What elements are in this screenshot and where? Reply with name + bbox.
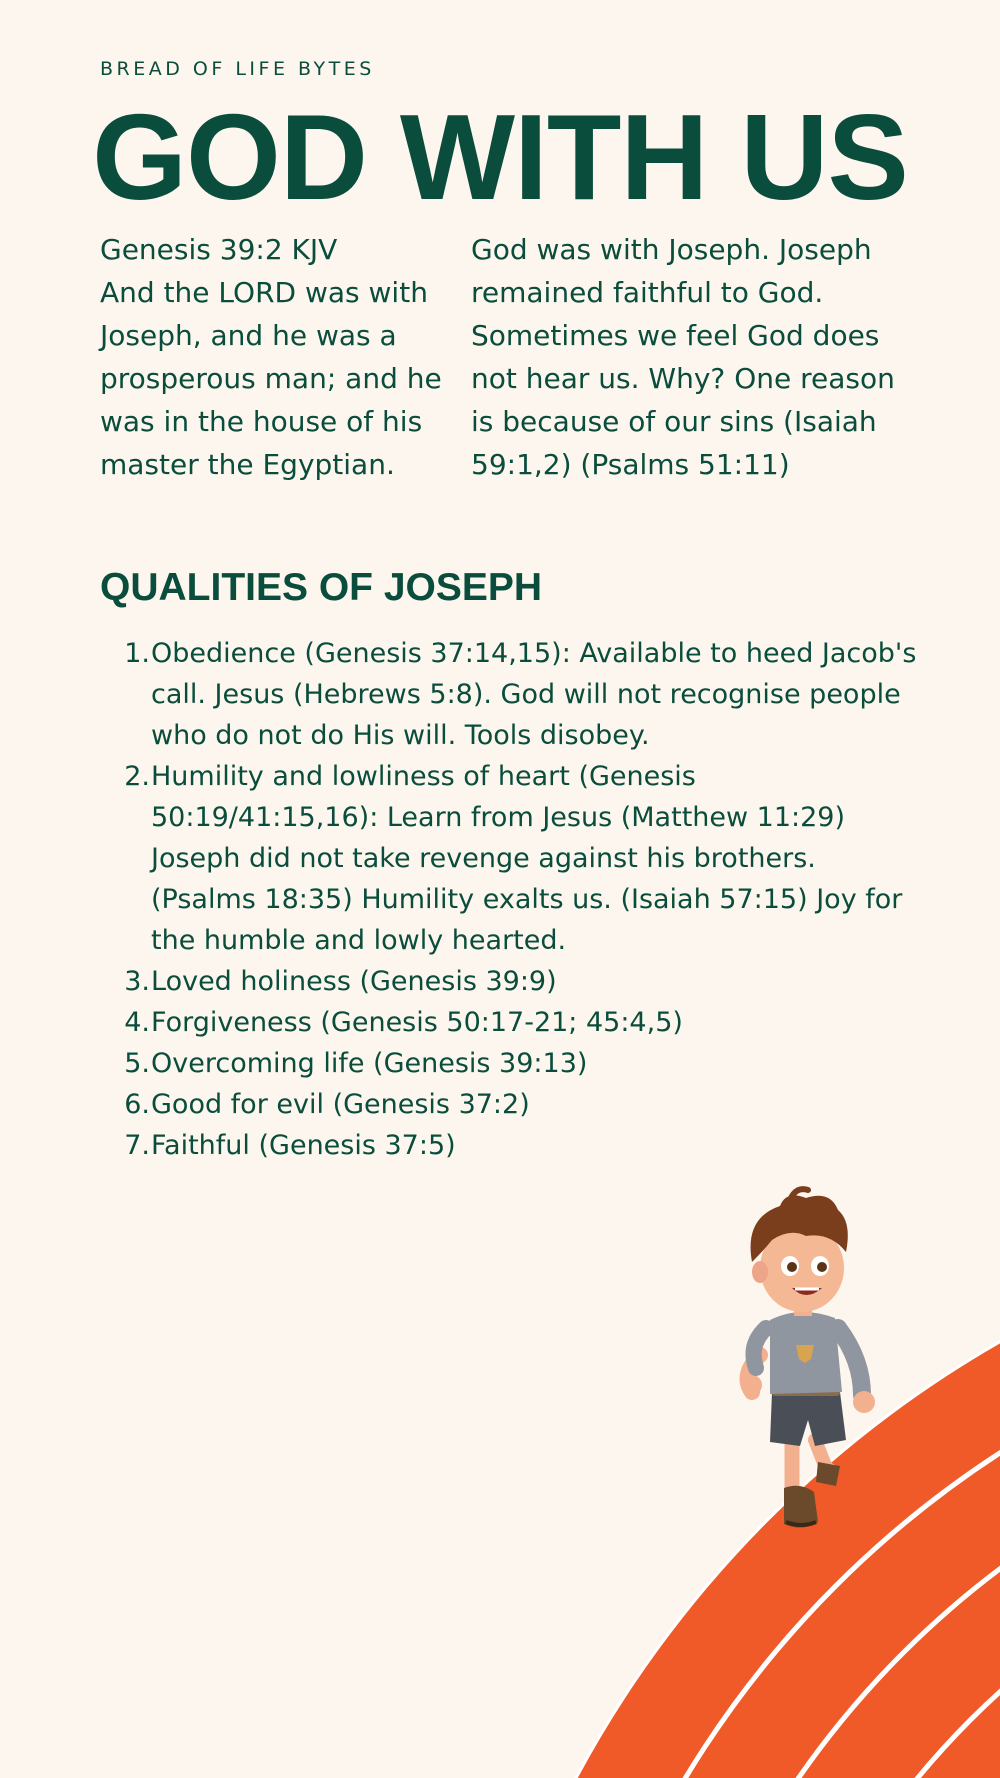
list-item-text: Humility and lowliness of heart (Genesis 50:19/41:15,16): Learn from Jesus (Matthew 11:29) Joseph did not take revenge against his brothers. (Psalms 18:35) Humility exalts us. (Isaiah 57:15) Joy for the humble and lowly hearted. (151, 761, 903, 956)
list-item-text: Faithful (Genesis 37:5) (151, 1130, 456, 1161)
qualities-heading: QUALITIES OF JOSEPH (100, 566, 543, 609)
running-track-icon (445, 1195, 1000, 1778)
list-item-text: Good for evil (Genesis 37:2) (151, 1089, 530, 1120)
list-item-text: Overcoming life (Genesis 39:13) (151, 1048, 588, 1079)
list-item-number: 2. (124, 761, 150, 792)
list-item-number: 1. (124, 638, 150, 669)
brand-label: BREAD OF LIFE BYTES (100, 58, 375, 80)
list-item-text: Forgiveness (Genesis 50:17-21; 45:4,5) (151, 1007, 683, 1038)
scripture-text: And the LORD was with Joseph, and he was a prosperous man; and he was in the house of his master the Egyptian. (100, 276, 442, 481)
scripture-reference: Genesis 39:2 KJV (100, 233, 338, 266)
list-item-number: 3. (124, 966, 150, 997)
reflection-text: God was with Joseph. Joseph remained faithful to God. Sometimes we feel God does not hear us. Why? One reason is because of our sins (Isaiah 59:1,2) (Psalms 51:11) (471, 233, 895, 481)
list-item-number: 6. (124, 1089, 150, 1120)
list-item-text: Obedience (Genesis 37:14,15): Available to heed Jacob's call. Jesus (Hebrews 5:8). God will not recognise people who do not do His will. Tools disobey. (151, 638, 917, 751)
page-title: GOD WITH US (92, 89, 908, 225)
list-item-number: 7. (124, 1130, 150, 1161)
list-item-number: 4. (124, 1007, 150, 1038)
list-item-text: Loved holiness (Genesis 39:9) (151, 966, 557, 997)
list-item-number: 5. (124, 1048, 150, 1079)
